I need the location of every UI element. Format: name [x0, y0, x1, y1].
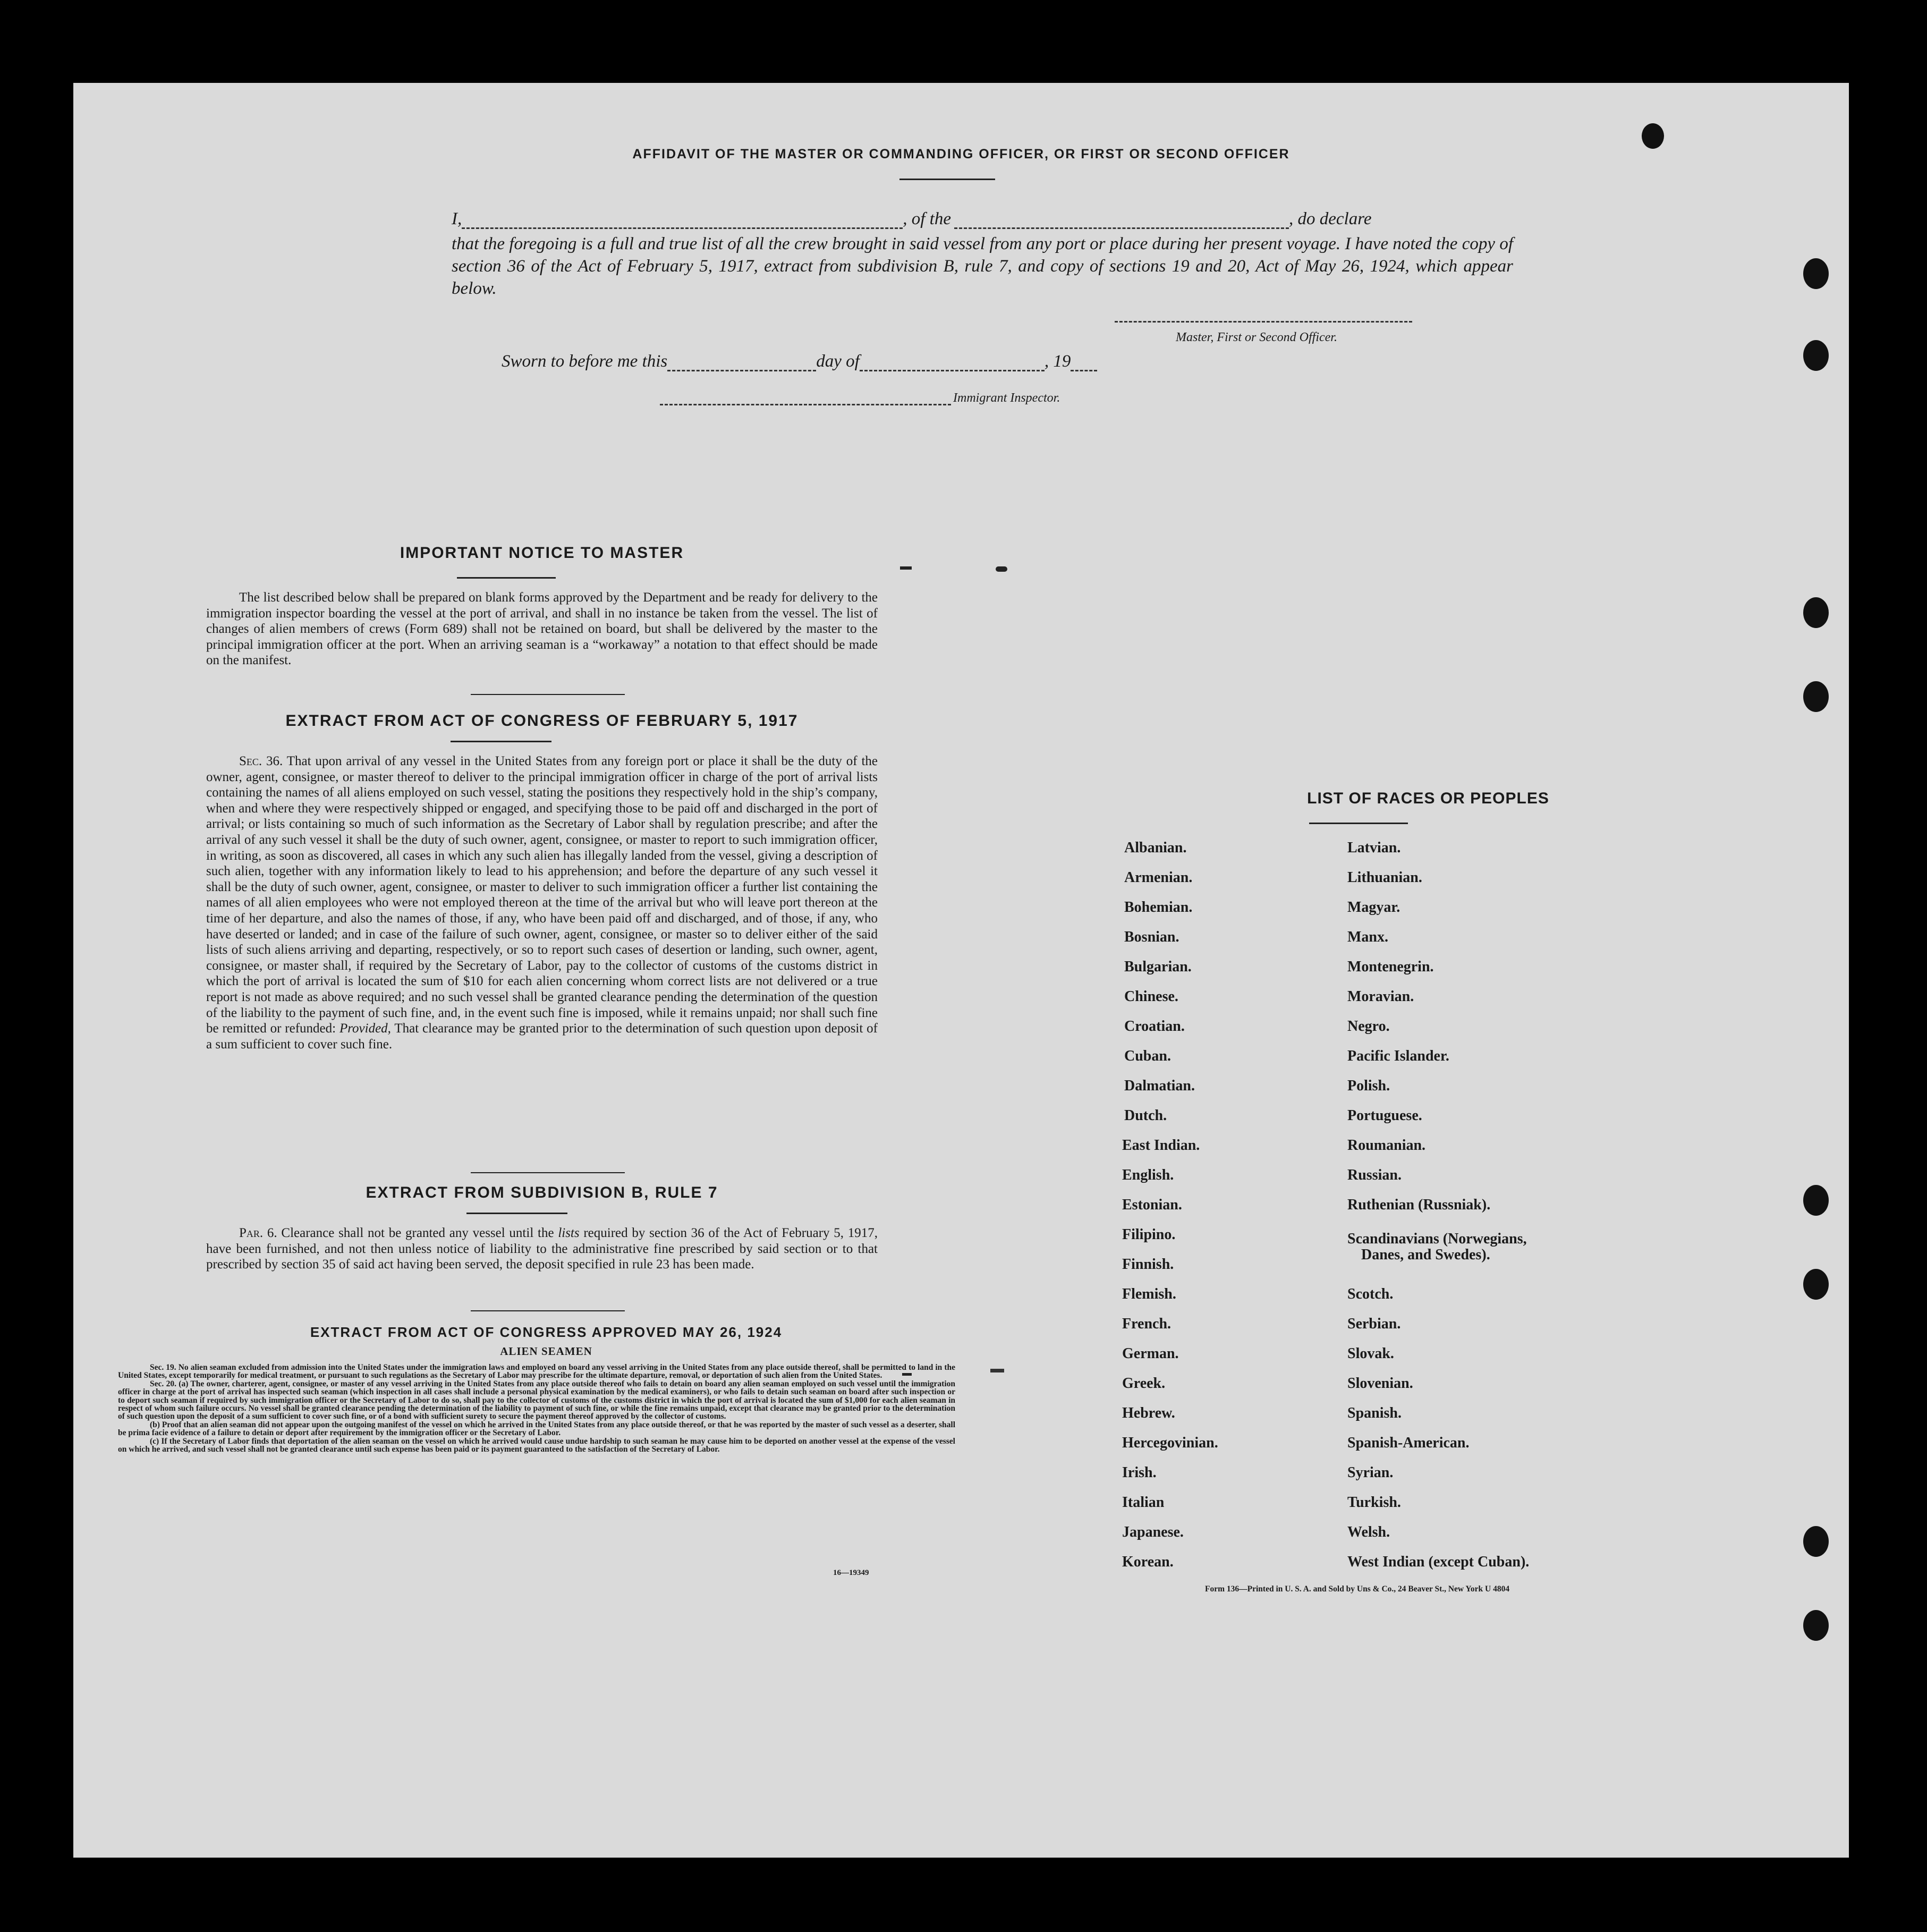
extract1917-text	[206, 753, 878, 1052]
race-item: Serbian.	[1347, 1316, 1401, 1332]
race-item: Hebrew.	[1122, 1405, 1175, 1421]
race-item: Russian.	[1347, 1167, 1402, 1183]
race-item: Latvian.	[1347, 840, 1401, 856]
sec20b-text: (b) Proof that an alien seaman did not appear upon the outgoing manifest of the vessel on which he arrived in the United States from any place outside thereof, or that he was reported by the master of such vessel as a deserter, shall be prima facie evidence of a failure to detain or deport after requirement by the immigration officer or the Secretary of Labor.	[118, 1420, 955, 1438]
race-item: Polish.	[1347, 1078, 1390, 1094]
rule7-text	[206, 1225, 878, 1273]
scan-mark-4	[990, 1369, 1004, 1372]
race-item: Chinese.	[1124, 988, 1178, 1005]
race-item: Croatian.	[1124, 1018, 1185, 1035]
race-item: Lithuanian.	[1347, 869, 1422, 886]
race-item: Negro.	[1347, 1018, 1390, 1035]
punch-hole-7	[1803, 1269, 1829, 1300]
par6-text: Clearance shall not be granted any vessel until the	[281, 1226, 554, 1240]
master-signature-line[interactable]	[1115, 321, 1412, 323]
notice-title: IMPORTANT NOTICE TO MASTER	[400, 544, 684, 562]
inspector-line	[660, 391, 1060, 405]
affidavit-body: that the foregoing is a full and true list of all the crew brought in said vessel from any port or place during her present voyage. I have noted the copy of section 36 of the Act of February 5, 1917, extract from subdivision B, rule 7, and copy of sections 19 and 20, Act of May 26, 1924, which appear below.	[452, 234, 1513, 298]
rule7-title: EXTRACT FROM SUBDIVISION B, RULE 7	[366, 1184, 718, 1201]
race-item: Ruthenian (Russniak).	[1347, 1197, 1491, 1213]
race-item: Scandinavians (Norwegians,	[1347, 1231, 1527, 1247]
affidavit-title-rule	[899, 179, 995, 180]
scan-mark-3	[902, 1373, 912, 1376]
sworn-prefix: Sworn to before me this	[502, 352, 668, 371]
race-item: Hercegovinian.	[1122, 1435, 1218, 1451]
race-item: Spanish-American.	[1347, 1435, 1470, 1451]
punch-hole-5	[1803, 681, 1829, 712]
race-item: Filipino.	[1122, 1226, 1176, 1243]
race-item: Portuguese.	[1347, 1107, 1422, 1124]
sworn-month-blank[interactable]	[860, 354, 1045, 371]
inspector-label: Immigrant Inspector.	[953, 391, 1060, 405]
race-item: Albanian.	[1124, 840, 1187, 856]
punch-hole-1	[1642, 123, 1664, 149]
race-item: French.	[1122, 1316, 1172, 1332]
punch-hole-2	[1803, 258, 1829, 289]
divider-1	[471, 694, 625, 695]
notice-text: The list described below shall be prepared on blank forms approved by the Department and be ready for delivery to the immigration inspector boarding the vessel at the port of arrival, and shall in no instance be taken from the vessel. The list of changes of alien members of crews (Form 689) shall not be retained on board, but shall be delivered by the master to the principal immigration officer at the port. When an arriving seaman is a “workaway” a notation to that effect should be made on the manifest.	[206, 590, 878, 667]
race-item: Turkish.	[1347, 1494, 1401, 1511]
race-item: Cuban.	[1124, 1048, 1171, 1064]
race-item: Moravian.	[1347, 988, 1414, 1005]
affidavit-declaration-line	[452, 209, 1513, 229]
race-item: Syrian.	[1347, 1464, 1394, 1481]
races-title: LIST OF RACES OR PEOPLES	[1307, 790, 1549, 807]
race-item: Finnish.	[1122, 1256, 1174, 1273]
sec20a-text: Sec. 20. (a) The owner, charterer, agent, consignee, or master of any vessel arriving in the United States from any place outside thereof who fails to detain on board any alien seaman employed on such vessel until the immigration officer in charge at the port of arrival has inspected such seaman (which inspection in all cases shall include a personal physical examination by the medical examiners), or who fails to detain such seaman on board after such inspection or to deport such seaman if required by such immigration officer or the Secretary of Labor to do so, shall pay to the collector of customs of the customs district in which the port of arrival is located the sum of $1,000 for each alien seaman in respect of whom such failure occurs. No vessel shall be granted clearance pending the determination of the liability to payment of such fine, or while the fine remains unpaid, except that clearance may be granted prior to the determination of such question upon the deposit of a sum sufficient to cover such fine, or of a bond with sufficient surety to secure the payment thereof approved by the collector of customs.	[118, 1379, 955, 1421]
race-item: Bohemian.	[1124, 899, 1193, 916]
sec36-text: That upon arrival of any vessel in the United States from any foreign port or place it shall be the duty of the owner, agent, consignee, or master thereof to deliver to the principal immigration officer in charge of the port of arrival lists containing the names of all aliens employed on such vessel, stating the positions they respectively hold in the ship’s company, when and where they were respectively shipped or engaged, and specifying those to be paid off and discharged in the port of arrival; or lists containing so much of such information as the Secretary of Labor shall by regulation prescribe; and after the arrival of any such vessel it shall be the duty of such owner, agent, consignee, or master to report to such immigration officer, in writing, as soon as discovered, all cases in which any such alien has illegally landed from the vessel, giving a description of such alien, together with any information likely to lead to his apprehension; and before the departure of any such vessel it shall be the duty of such owner, agent, consignee, or master to deliver to such immigration officer a further list containing the names of all alien employees who were not employed thereon at the time of the arrival but who will leave port thereon at the time of her departure, and also the names of those, if any, who have been paid off and discharged, and of those, if any, who have deserted or landed; and in case of the failure of such owner, agent, consignee, or master so to deliver either of the said lists of such aliens arriving and departing, respectively, or so to report such cases of desertion or landing, such owner, agent, consignee, or master shall, if required by the Secretary of Labor, pay to the collector of customs of the customs district in which the port of arrival is located the sum of $10 for each alien concerning whom correct lists are not delivered or a true report is not made as above required; and no such vessel shall be granted clearance pending the determination of the question of the liability to the payment of such fine, and, in the event such fine is imposed, while it remains unpaid; nor shall such fine be remitted or refunded:	[206, 754, 878, 1036]
form-sheet	[73, 83, 1849, 1858]
race-item: Estonian.	[1122, 1197, 1182, 1213]
par6-text-end: required by section 36 of the Act of February 5, 1917, have been furnished, and not then unless notice of liability to the administrative fine prescribed by said section or to that prescribed by section 35 of said act having been served, the deposit specified in rule 23 has been made.	[206, 1226, 878, 1272]
extract1924-title: EXTRACT FROM ACT OF CONGRESS APPROVED MAY 26, 1924	[310, 1324, 783, 1340]
extract1924-text	[118, 1363, 955, 1453]
race-item: Scotch.	[1347, 1286, 1394, 1302]
race-item: Italian	[1122, 1494, 1165, 1511]
form-code: 16—19349	[833, 1569, 869, 1577]
notice-title-rule	[457, 577, 556, 579]
lists-word: lists	[558, 1226, 580, 1240]
race-item: Armenian.	[1124, 869, 1193, 886]
race-item: Manx.	[1347, 929, 1388, 945]
printer-imprint: Form 136—Printed in U. S. A. and Sold by Uns & Co., 24 Beaver St., New York U 4804	[1205, 1584, 1510, 1594]
race-item: Bosnian.	[1124, 929, 1179, 945]
race-item: West Indian (except Cuban).	[1347, 1554, 1530, 1570]
sworn-day-blank[interactable]	[667, 354, 816, 371]
par6-label: Par. 6.	[239, 1226, 277, 1240]
sworn-day-of: day of	[816, 352, 860, 371]
race-item: Pacific Islander.	[1347, 1048, 1449, 1064]
race-item: Dalmatian.	[1124, 1078, 1195, 1094]
sec36-label: Sec. 36.	[239, 754, 283, 768]
extract1924-subtitle: ALIEN SEAMEN	[500, 1345, 592, 1358]
punch-hole-3	[1803, 340, 1829, 371]
race-item: Spanish.	[1347, 1405, 1402, 1421]
extract1917-title-rule	[451, 741, 551, 742]
race-item: Japanese.	[1122, 1524, 1184, 1540]
race-item: Welsh.	[1347, 1524, 1390, 1540]
race-item: Flemish.	[1122, 1286, 1176, 1302]
race-item: Greek.	[1122, 1375, 1166, 1392]
race-item: Slovak.	[1347, 1345, 1394, 1362]
declaration-of-the: , of the	[903, 209, 951, 228]
extract1917-title: EXTRACT FROM ACT OF CONGRESS OF FEBRUARY 5, 1917	[285, 712, 799, 730]
affidavit-title: AFFIDAVIT OF THE MASTER OR COMMANDING OFFICER, OR FIRST OR SECOND OFFICER	[632, 147, 1290, 162]
races-title-rule	[1309, 823, 1408, 824]
name-blank[interactable]	[462, 211, 903, 229]
race-item: Roumanian.	[1347, 1137, 1426, 1154]
divider-2	[471, 1172, 625, 1173]
declaration-i: I,	[452, 209, 462, 228]
sec19-text: Sec. 19. No alien seaman excluded from admission into the United States under the immigration laws and employed on board any vessel arriving in the United States from any place outside thereof, shall be permitted to land in the United States, except temporarily for medical treatment, or pursuant to such regulations as the Secretary of Labor may prescribe for the ultimate departure, removal, or deportation of such alien from the United States.	[118, 1363, 955, 1380]
master-signature-label: Master, First or Second Officer.	[1176, 331, 1337, 344]
sworn-year-prefix: , 19	[1044, 352, 1071, 371]
declaration-do-declare: , do declare	[1288, 209, 1372, 228]
scan-mark-2	[996, 566, 1007, 572]
race-item: Slovenian.	[1347, 1375, 1413, 1392]
race-item: Bulgarian.	[1124, 959, 1192, 975]
race-item: English.	[1122, 1167, 1174, 1183]
punch-hole-4	[1803, 597, 1829, 628]
punch-hole-8	[1803, 1526, 1829, 1557]
provided-word: Provided,	[339, 1021, 391, 1036]
scan-mark-1	[900, 566, 912, 570]
divider-3	[471, 1310, 625, 1311]
race-item: Danes, and Swedes).	[1361, 1247, 1490, 1263]
sworn-line	[502, 352, 1097, 371]
rule7-title-rule	[466, 1213, 567, 1214]
sec20c-text: (c) If the Secretary of Labor finds that deportation of the alien seaman on the vessel on which he arrived would cause undue hardship to such seaman he may cause him to be deported on another vessel at the expense of the vessel on which he arrived, and such vessel shall not be granted clearance until such expense has been paid or its payment guaranteed to the satisfaction of the Secretary of Labor.	[118, 1436, 955, 1454]
race-item: Magyar.	[1347, 899, 1400, 916]
inspector-signature-blank[interactable]	[660, 393, 951, 405]
race-item: Dutch.	[1124, 1107, 1167, 1124]
race-item: East Indian.	[1122, 1137, 1200, 1154]
sworn-year-blank[interactable]	[1071, 354, 1097, 371]
race-item: German.	[1122, 1345, 1179, 1362]
sec36-text-end: That clearance may be granted prior to the determination of such question upon deposit of a sum sufficient to cover such fine.	[206, 1021, 878, 1052]
race-item: Montenegrin.	[1347, 959, 1434, 975]
race-item: Irish.	[1122, 1464, 1157, 1481]
race-item: Korean.	[1122, 1554, 1174, 1570]
punch-hole-9	[1803, 1610, 1829, 1641]
vessel-blank[interactable]	[954, 211, 1289, 229]
punch-hole-6	[1803, 1185, 1829, 1216]
